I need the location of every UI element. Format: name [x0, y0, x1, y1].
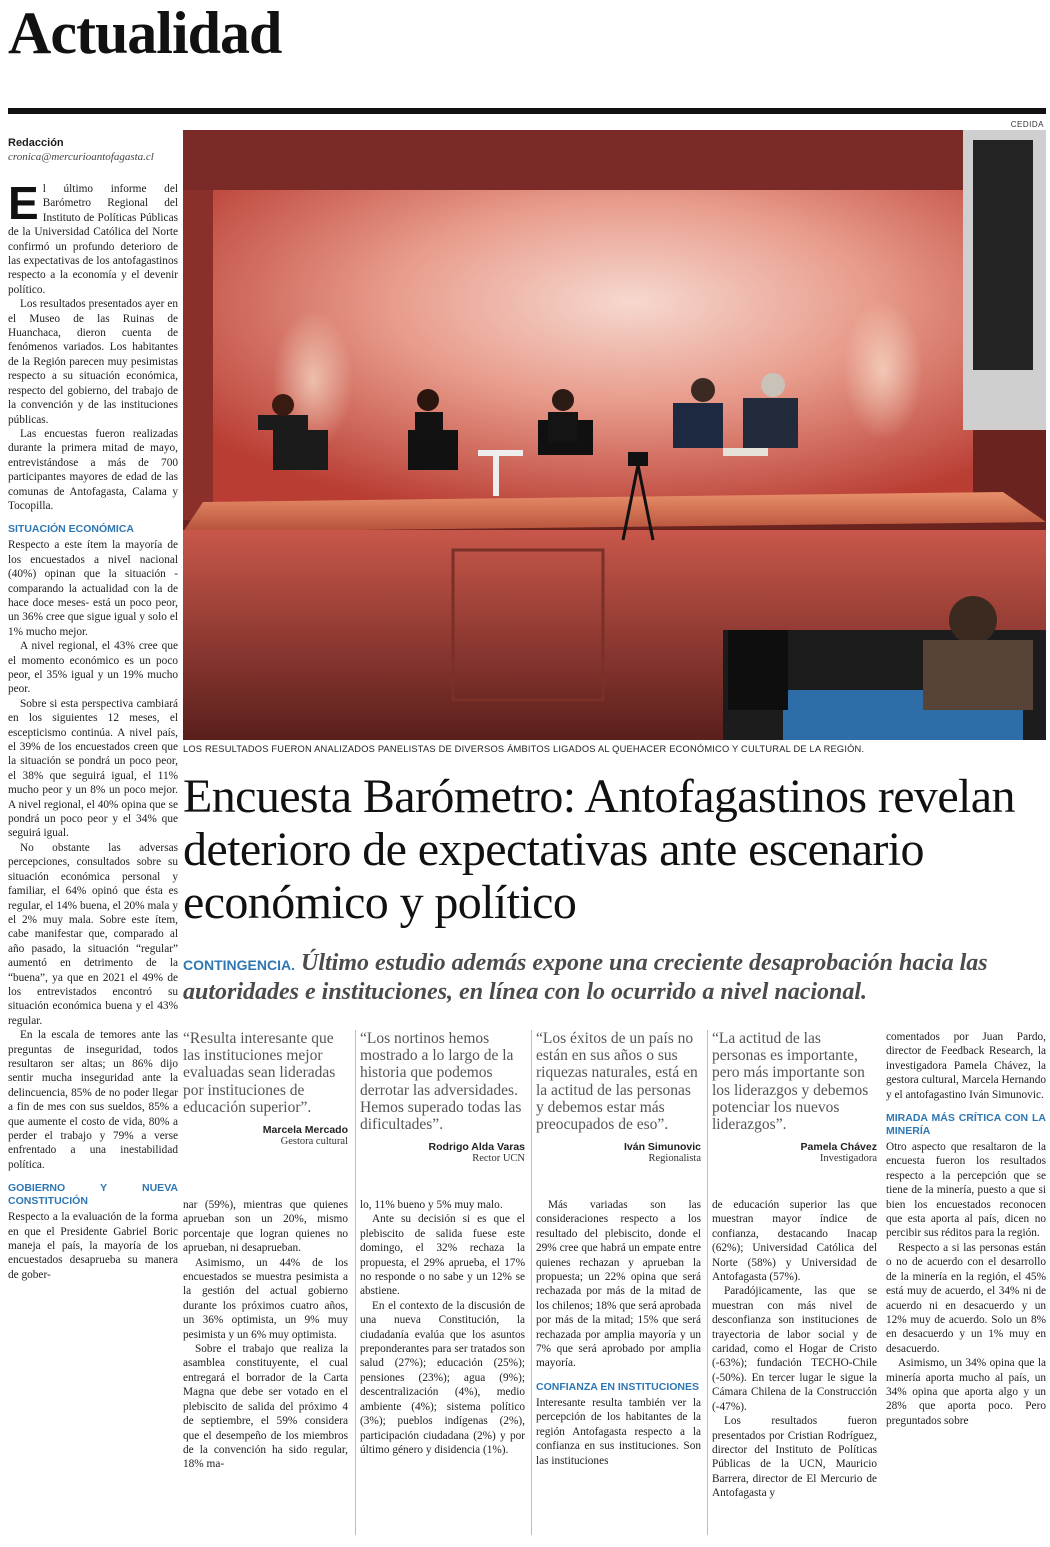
photo-credit: CEDIDA [1010, 120, 1044, 129]
header-rule [8, 108, 1046, 114]
quote-text: “La actitud de las personas es importante, pero más importante son los liderazgos y debemos potenciar los nuevos liderazgos”. [712, 1030, 869, 1134]
article-column-3 [360, 1198, 525, 1538]
quote-name: Marcela Mercado [262, 1124, 348, 1137]
photo-caption: LOS RESULTADOS FUERON ANALIZADOS PANELISTAS DE DIVERSOS ÁMBITOS LIGADOS AL QUEHACER ECONÓMICO Y CULTURAL DE LA REGIÓN. [183, 744, 865, 754]
paragraph: Más variadas son las consideraciones respecto a los resultado del plebiscito, donde el 29% cree que habrá un empate entre quienes rechazan y aprueban la propuesta; un 22% opina que será rechazada por más de la mitad de los chilenos; 18% que será aprobada por más de la mitad; 15% que será rechazada por amplia mayoría y un 7% que será aprobado por amplia mayoría. [536, 1199, 701, 1370]
paragraph: nar (59%), mientras que quienes aprueban son un 20%, mismo porcentaje que logran quienes no aprueban, ni desaprueban. [183, 1199, 348, 1255]
pull-quote [183, 1030, 348, 1147]
paragraph: Respecto a la evaluación de la forma en que el Presidente Gabriel Boric maneja el país, la mayoría de los encuestados desaprueba su manera de gober- [8, 1211, 178, 1281]
subhead-mineria: MIRADA MÁS CRÍTICA CON LA MINERÍA [886, 1112, 1046, 1138]
lead-text: l último informe del Barómetro Regional del Instituto de Políticas Públicas de la Universidad Católica del Norte confirmó un profundo deterioro de las expectativas de los antofagastinos respecto a la economía y el devenir político. [8, 183, 178, 296]
paragraph: Sobre el trabajo que realiza la asamblea constituyente, el cual entregará el borrador de la Carta Magna que debe ser votado en el plebiscito de salida del próximo 4 de septiembre, el 59% considera que el desempeño de los miembros de la convención ha sido regular, 18% ma- [183, 1343, 348, 1471]
quote-role: Investigadora [819, 1153, 877, 1165]
quote-text: “Los nortinos hemos mostrado a lo largo de la historia que podemos derrotar las adversidades. Hemos superado todas las dificultades”. [360, 1030, 522, 1134]
paragraph: Respecto a si las personas están o no de acuerdo con el desarrollo de la minería en la región, el 45% está muy de acuerdo, el 34% ni de acuerdo ni en desacuerdo y un 12% muy de acuerdo. Solo un 8% en desacuerdo y un 1% muy en desacuerdo. [886, 1241, 1046, 1355]
quote-name: Iván Simunovic [623, 1141, 701, 1154]
paragraph: Los resultados presentados ayer en el Museo de las Ruinas de Huanchaca, dieron cuenta de fenómenos variados. Los habitantes de la Región parecen muy pesimistas respecto a su situación económica, respecto del gobierno, del trabajo de la convención y de las instituciones públicas. [8, 298, 178, 426]
deck-kicker: CONTINGENCIA. [183, 957, 295, 973]
paragraph: Las encuestas fueron realizadas durante la primera mitad de mayo, entrevistándose a más de 700 participantes mayores de edad de las comunas de Antofagasta, Calama y Tocopilla. [8, 427, 178, 512]
paragraph: Sobre si esta perspectiva cambiará en los siguientes 12 meses, el escepticismo continúa. A nivel país, el 39% de los encuestados creen que la situación se pondrá un poco peor, el 38% que seguirá igual, el 11% mucho peor y un 8% un poco mejor. A nivel regional, el 40% opina que se pondrá un poco peor y el 34% que seguirá igual. [8, 697, 178, 840]
paragraph: Paradójicamente, las que se muestran con más nivel de desconfianza son instituciones de trayectoria de labor social y de caridad, como el Hogar de Cristo (-63%); fundación TECHO-Chile (-50%). En tercer lugar le sigue la Cámara Chilena de la Construcción (-47%). [712, 1285, 877, 1413]
pull-quote [536, 1030, 701, 1164]
quote-role: Rector UCN [472, 1153, 525, 1165]
article-column-5 [712, 1198, 877, 1538]
deck [183, 950, 1046, 1006]
paragraph: Interesante resulta también ver la percepción de los habitantes de la región Antofagasta respecto a la confianza en sus instituciones. Son las instituciones [536, 1396, 701, 1467]
byline-email[interactable]: cronica@mercurioantofagasta.cl [8, 151, 154, 163]
article-column-6 [886, 1030, 1046, 1538]
paragraph: lo, 11% bueno y 5% muy malo. [360, 1199, 503, 1211]
article-column-2 [183, 1198, 348, 1538]
lead-paragraph [8, 182, 178, 297]
paragraph: A nivel regional, el 43% cree que el momento económico es un poco peor, el 35% igual y un 19% mucho peor. [8, 640, 178, 696]
event-photo [183, 130, 1046, 740]
deck-text: Último estudio además expone una creciente desaprobación hacia las autoridades e instituciones, en línea con lo ocurrido a nivel nacional. [183, 950, 988, 1005]
quote-text: “Los éxitos de un país no están en sus años o sus riquezas naturales, está en la actitud de las personas y debemos estar más preocupados de eso”. [536, 1030, 698, 1134]
stage-photo-illustration [183, 130, 1046, 740]
headline: Encuesta Barómetro: Antofagastinos revelan deterioro de expectativas ante escenario económico y político [183, 770, 1015, 929]
pull-quote [360, 1030, 525, 1164]
paragraph: comentados por Juan Pardo, director de Feedback Research, la investigadora Pamela Chávez, la gestora cultural, Marcela Hernando y el antofagastino Iván Simunovic. [886, 1031, 1046, 1101]
paragraph: No obstante las adversas percepciones, consultados sobre su situación económica personal y familiar, el 64% opinó que ésta es regular, el 14% buena, el 20% mala y el 2% muy mala. Sobre este ítem, cabe manifestar que, comparado al año pasado, la situación “regular” aumentó en detrimento de la “buena”, ya que en 2021 el 49% de los entrevistados encontró su situación económica buena y el 43% regular. [8, 841, 178, 1027]
byline-author: Redacción [8, 137, 64, 149]
paragraph: En el contexto de la discusión de una nueva Constitución, la ciudadanía evalúa que los asuntos preponderantes para ser tratados son salud (27%); educación (25%); pensiones (23%); agua (9%); descentralización (4%), medio ambiente (4%); sistema político (3%); pueblos indígenas (2%), participación ciudadana (2%) y por último género y disidencia (1%). [360, 1299, 525, 1456]
column-divider [355, 1030, 356, 1535]
section-title: Actualidad [8, 0, 282, 66]
quote-role: Gestora cultural [280, 1136, 348, 1148]
quote-name: Pamela Chávez [800, 1141, 877, 1154]
drop-cap: E [8, 182, 39, 229]
subhead-situacion-economica: SITUACIÓN ECONÓMICA [8, 523, 134, 536]
paragraph: Otro aspecto que resaltaron de la encuesta fueron los resultados respecto a la percepción que se tiene de la minería, puesto a que si bien los encuestados reconocen que esta aporta al país, dicen no percibir sus réditos para la región. [886, 1141, 1046, 1240]
quote-text: “Resulta interesante que las instituciones mejor evaluadas sean lideradas por instituciones de educación superior”. [183, 1030, 336, 1116]
paragraph: En la escala de temores ante las preguntas de inseguridad, todos resultaron ser altas; un 86% dijo sentir mucha inseguridad ante la delincuencia, 85% de no poder llegar a fin de mes con sus sueldos, 85% a que aumente el costo de vida, 80% a perder el trabajo y 79% a verse enfrentado a una inestabilidad política. [8, 1029, 178, 1171]
byline [8, 136, 178, 164]
pull-quote [712, 1030, 877, 1164]
paragraph: Los resultados fueron presentados por Cristian Rodríguez, director del Instituto de Políticas Públicas de la UCN, Mauricio Barrera, director de El Mercurio de Antofagasta y [712, 1415, 877, 1500]
column-divider [531, 1030, 532, 1535]
quote-role: Regionalista [648, 1153, 701, 1165]
subhead-gobierno: GOBIERNO Y NUEVA CONSTITUCIÓN [8, 1182, 178, 1208]
paragraph: de educación superior las que muestran mayor índice de confianza, destacando Inacap (62%); Universidad Católica del Norte (58%) y Universidad de Antofagasta (57%). [712, 1199, 877, 1284]
paragraph: Respecto a este ítem la mayoría de los encuestados a nivel nacional (40%) opinan que la situación -comparando la actualidad con la de hace doce meses- está un poco peor, un 36% cree que sigue igual y solo el 1% mucho mejor. [8, 539, 178, 638]
paragraph: Asimismo, un 34% opina que la minería aporta mucho al país, un 34% opina que aporta algo y un 28% que aporta poco. Pero preguntados sobre [886, 1357, 1046, 1427]
article-column-left [8, 182, 178, 1542]
quote-name: Rodrigo Alda Varas [428, 1141, 525, 1154]
paragraph: Asimismo, un 44% de los encuestados se muestra pesimista a la gestión del actual gobierno durante los próximos cuatro años, un 36% optimista, un 9% muy pesimista y un 6% muy optimista. [183, 1256, 348, 1341]
column-divider [707, 1030, 708, 1535]
paragraph: Ante su decisión si es que el plebiscito de salida fuese este domingo, el 32% rechaza la propuesta, el 29% aprueba, el 17% no responde o no sabe y un 12% se abstiene. [360, 1213, 525, 1298]
subhead-confianza: CONFIANZA EN INSTITUCIONES [536, 1380, 699, 1393]
article-column-4 [536, 1198, 701, 1538]
